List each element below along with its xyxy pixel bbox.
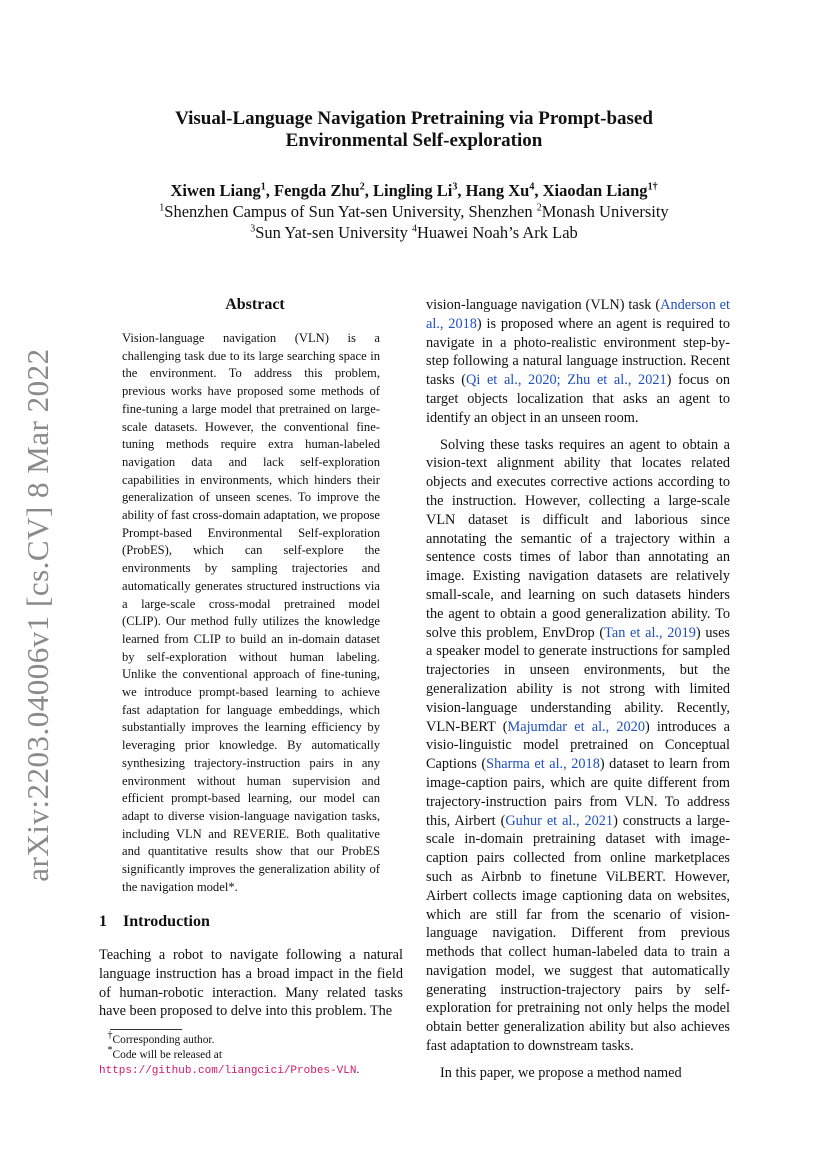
footnote-code: *Code will be released at https://github.com/liangcici/Probes-VLN. (99, 1045, 360, 1077)
abstract-text: Vision-language navigation (VLN) is a challenging task due to its large searching space in the environment. To address this problem, previous works have proposed some methods of fine-tuning a large model that pretrained on large-scale datasets. However, the conventional fine-tuning methods require extra human-labeled navigation data and lack self-exploration capabilities in environments, which hinders their generalization of unseen scenes. To improve the ability of fast cross-domain adaptation, we propose Prompt-based Environmental Self-exploration (ProbES), which can self-explore the environments by sampling trajectories and automatically generates structured instructions via a large-scale cross-modal pretrained model (CLIP). Our method fully utilizes the knowledge learned from CLIP to build an in-domain dataset by self-exploration without human labeling. Unlike the conventional approach of fine-tuning, we introduce prompt-based learning to achieve fast adaptation for language embeddings, which substantially improves the learning efficiency by leveraging prior knowledge. By automatically synthesizing trajectory-instruction pairs in any environment without human supervision and efficient prompt-based learning, our model can adapt to diverse vision-language navigation tasks, including VLN and REVERIE. Both qualitative and quantitative results show that our ProbES significantly improves the generalization ability of the navigation model*. (122, 331, 380, 894)
right-paragraph-2: Solving these tasks requires an agent to obtain a vision-text alignment ability that locates related objects and executes corrective actions according to the instruction. However, collecting a large-scale VLN dataset is difficult and laborious since annotating the semantic of a trajectory within a sentence costs times of labor than annotating an image. Existing navigation datasets are relatively small-scale, and learning on such datasets hinders the agent to obtain a good generalization ability. To solve this problem, EnvDrop (Tan et al., 2019) uses a speaker model to generate instructions for sampled trajectories in unseen environments, but the generalization ability is not strong with limited vision-language understanding ability. Recently, VLN-BERT (Majumdar et al., 2020) introduces a visio-linguistic model pretrained on Conceptual Captions (Sharma et al., 2018) dataset to learn from image-caption pairs, which are quite different from trajectory-instruction pairs from VLN. To address this, Airbert (Guhur et al., 2021) constructs a large-scale in-domain pretraining dataset with image-caption pairs collected from online marketplaces such as Airbnb to finetune ViLBERT. However, Airbert collects image captioning data on websites, which are still far from the scenario of vision-language navigation. Different from previous methods that collect human-labeled data to train a navigation model, we suggest that automatically generating instruction-trajectory pairs by self-exploration for pretraining not only helps the model obtain better generalization ability but also achieves fast adaptation to downstream tasks. (426, 436, 731, 1055)
abstract-heading: Abstract (225, 296, 285, 313)
author-name: Lingling Li$^3$ (373, 181, 458, 200)
author-name: Xiwen Liang$^1$ (170, 181, 266, 200)
author-block (110, 180, 718, 243)
affiliation-line-2: $^3$Sun Yat-sen University $^4$Huawei Noah’s Ark Lab (250, 223, 578, 242)
footnote-corresponding: †Corresponding author. (107, 1030, 215, 1046)
citation-link[interactable]: Sharma et al., 2018 (486, 756, 600, 773)
affiliation-line-1: $^1$Shenzhen Campus of Sun Yat-sen University, Shenzhen $^2$Monash University (159, 202, 669, 221)
footnotes (99, 1030, 409, 1079)
right-column (426, 296, 730, 1091)
citation-link[interactable]: Anderson et al., 2018 (426, 297, 730, 332)
right-paragraph-1: vision-language navigation (VLN) task (Anderson et al., 2018) is proposed where an agent is required to navigate in a photo-realistic environment step-by-step following a natural language instruction. Recent tasks (Qi et al., 2020; Zhu et al., 2021) focus on target objects localization that asks an agent to identify an object in an unseen room. (426, 297, 730, 426)
code-link[interactable]: https://github.com/liangcici/Probes-VLN (99, 1065, 357, 1077)
intro-paragraph: Teaching a robot to navigate following a natural language instruction has a broad impact in the field of human-robotic interaction. Many related tasks have been proposed to delve into this problem. The (99, 947, 403, 1020)
footnote-rule (110, 1029, 182, 1030)
right-paragraph-3: In this paper, we propose a method named (440, 1064, 682, 1081)
author-name: Xiaodan Liang$^{1\dagger}$ (542, 181, 658, 200)
author-name: Hang Xu$^4$ (465, 181, 535, 200)
section-heading-introduction: 1 Introduction (99, 913, 210, 930)
citation-link[interactable]: Guhur et al., 2021 (505, 812, 614, 829)
arxiv-identifier: arXiv:2203.04006v1 [cs.CV] 8 Mar 2022 (20, 348, 55, 882)
citation-link[interactable]: Majumdar et al., 2020 (507, 718, 645, 735)
citation-link[interactable]: Qi et al., 2020; Zhu et al., 2021 (466, 372, 667, 389)
citation-link[interactable]: Tan et al., 2019 (604, 624, 696, 641)
author-names: Xiwen Liang$^1$, Fengda Zhu$^2$, Lingling Li$^3$, Hang Xu$^4$, Xiaodan Liang$^{1\dagger}$ (170, 181, 658, 200)
paper-title: Visual-Language Navigation Pretraining via Prompt-based Environmental Self-exploration (175, 108, 653, 151)
author-name: Fengda Zhu$^2$ (274, 181, 365, 200)
